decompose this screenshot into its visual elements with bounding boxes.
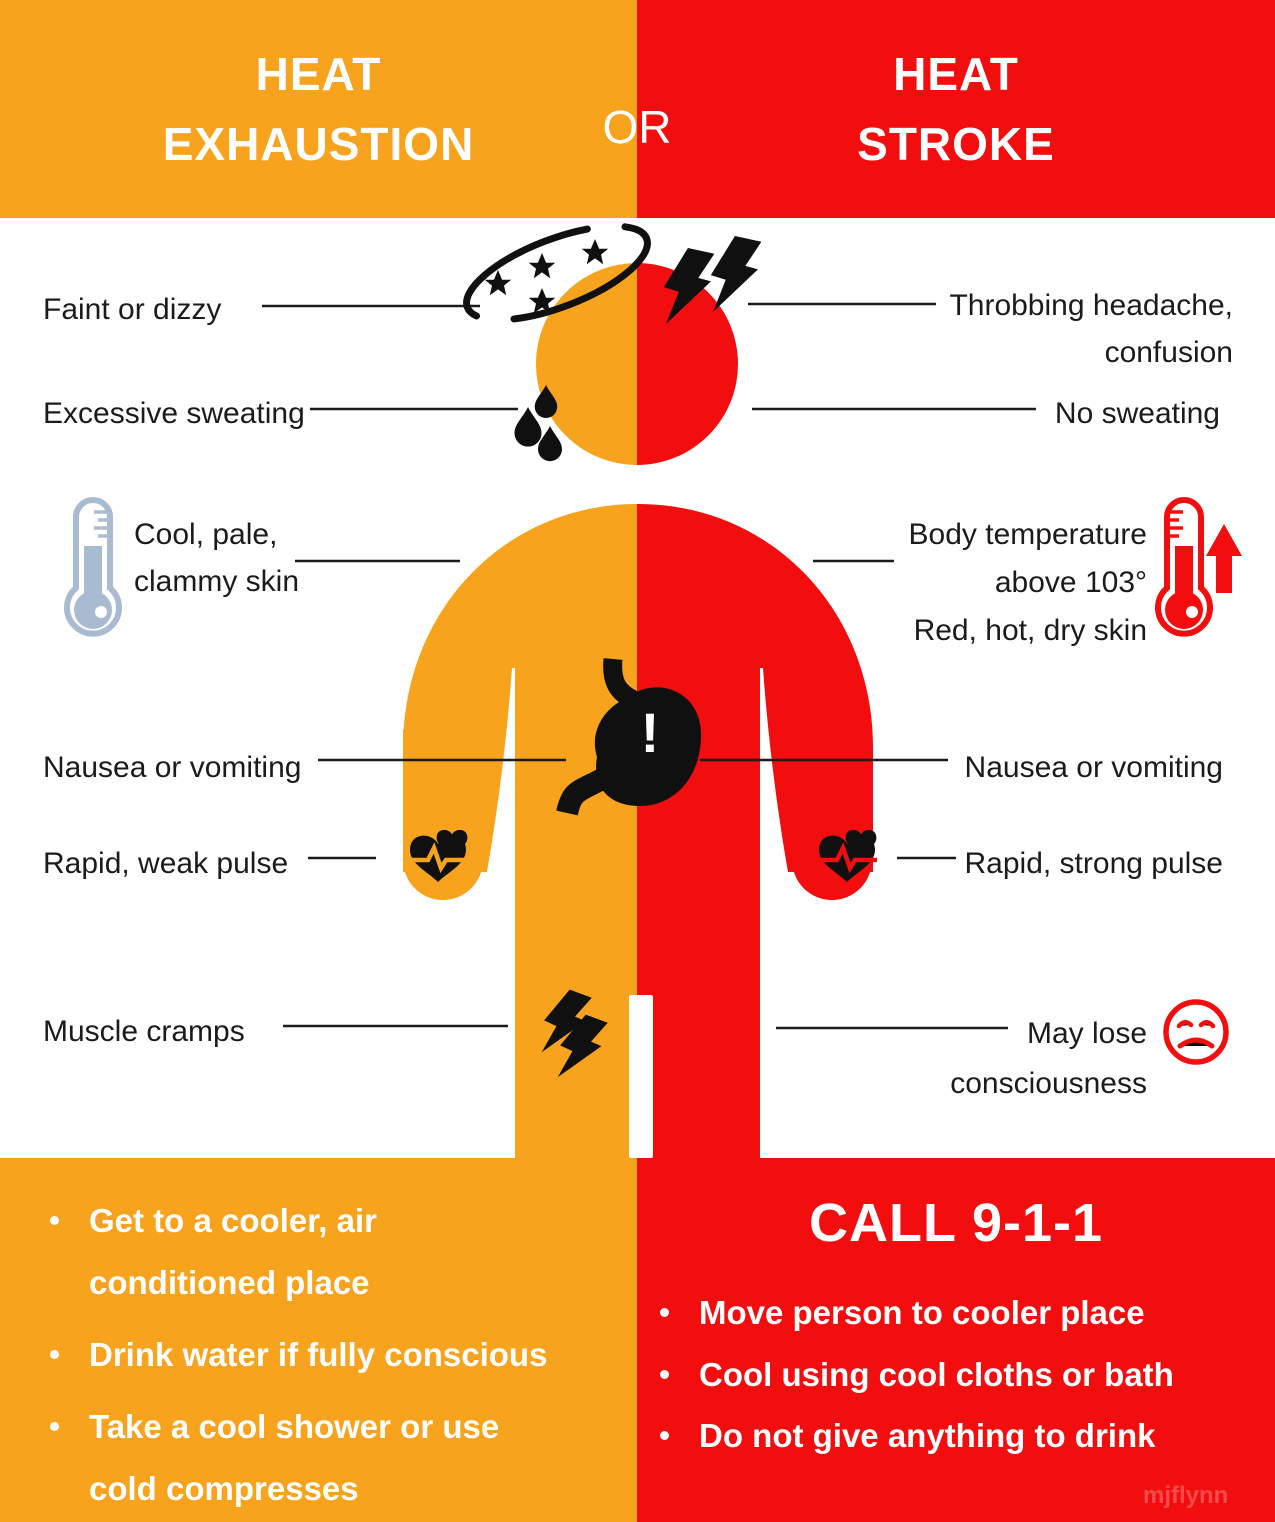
watermark: mjflynn [1143, 1482, 1229, 1509]
heat-stroke-title-line2: STROKE [857, 118, 1055, 170]
label-body-temperature: Body temperature above 103° Red, hot, dry skin [908, 518, 1147, 647]
list-item: Take a cool shower or use cold compresses [50, 1396, 499, 1520]
label-nausea-right: Nausea or vomiting [964, 751, 1223, 784]
stomach-alert-mark: ! [640, 701, 660, 764]
list-item: Get to a cooler, air conditioned place [50, 1190, 377, 1314]
label-rapid-strong-pulse: Rapid, strong pulse [964, 847, 1223, 880]
label-muscle-cramps: Muscle cramps [43, 1015, 245, 1048]
sad-face-icon [1166, 1002, 1226, 1062]
thermometer-hot-icon [1158, 500, 1210, 634]
list-item: Move person to cooler place [660, 1282, 1145, 1344]
heat-stroke-title-line1: HEAT [893, 48, 1019, 100]
list-item: Drink water if fully conscious [50, 1324, 547, 1386]
leg-gap [629, 995, 653, 1158]
label-cool-pale-clammy-skin: Cool, pale, clammy skin [134, 518, 300, 598]
label-no-sweating: No sweating [1054, 397, 1220, 430]
call-911-title: CALL 9-1-1 [808, 1193, 1104, 1253]
heat-exhaustion-title-line1: HEAT [255, 48, 382, 100]
label-nausea-left: Nausea or vomiting [43, 751, 302, 784]
up-arrow-icon [1206, 524, 1242, 593]
label-may-lose-consciousness: May lose consciousness [950, 1017, 1147, 1100]
label-faint-or-dizzy: Faint or dizzy [43, 293, 222, 326]
heat-exhaustion-title-line2: EXHAUSTION [162, 118, 475, 170]
or-label: OR [602, 101, 672, 153]
thermometer-cold-icon [67, 500, 119, 634]
list-item: Do not give anything to drink [660, 1405, 1156, 1467]
bullet-dot [660, 1370, 669, 1379]
label-throbbing-headache: Throbbing headache, confusion [949, 289, 1233, 369]
label-rapid-weak-pulse: Rapid, weak pulse [43, 847, 289, 880]
label-excessive-sweating: Excessive sweating [43, 397, 305, 430]
list-item: Cool using cool cloths or bath [660, 1344, 1174, 1406]
bullet-dot [50, 1350, 59, 1359]
bullet-dot [660, 1308, 669, 1317]
bullet-dot [50, 1422, 59, 1431]
bullet-dot [660, 1431, 669, 1440]
bullet-dot [50, 1216, 59, 1225]
